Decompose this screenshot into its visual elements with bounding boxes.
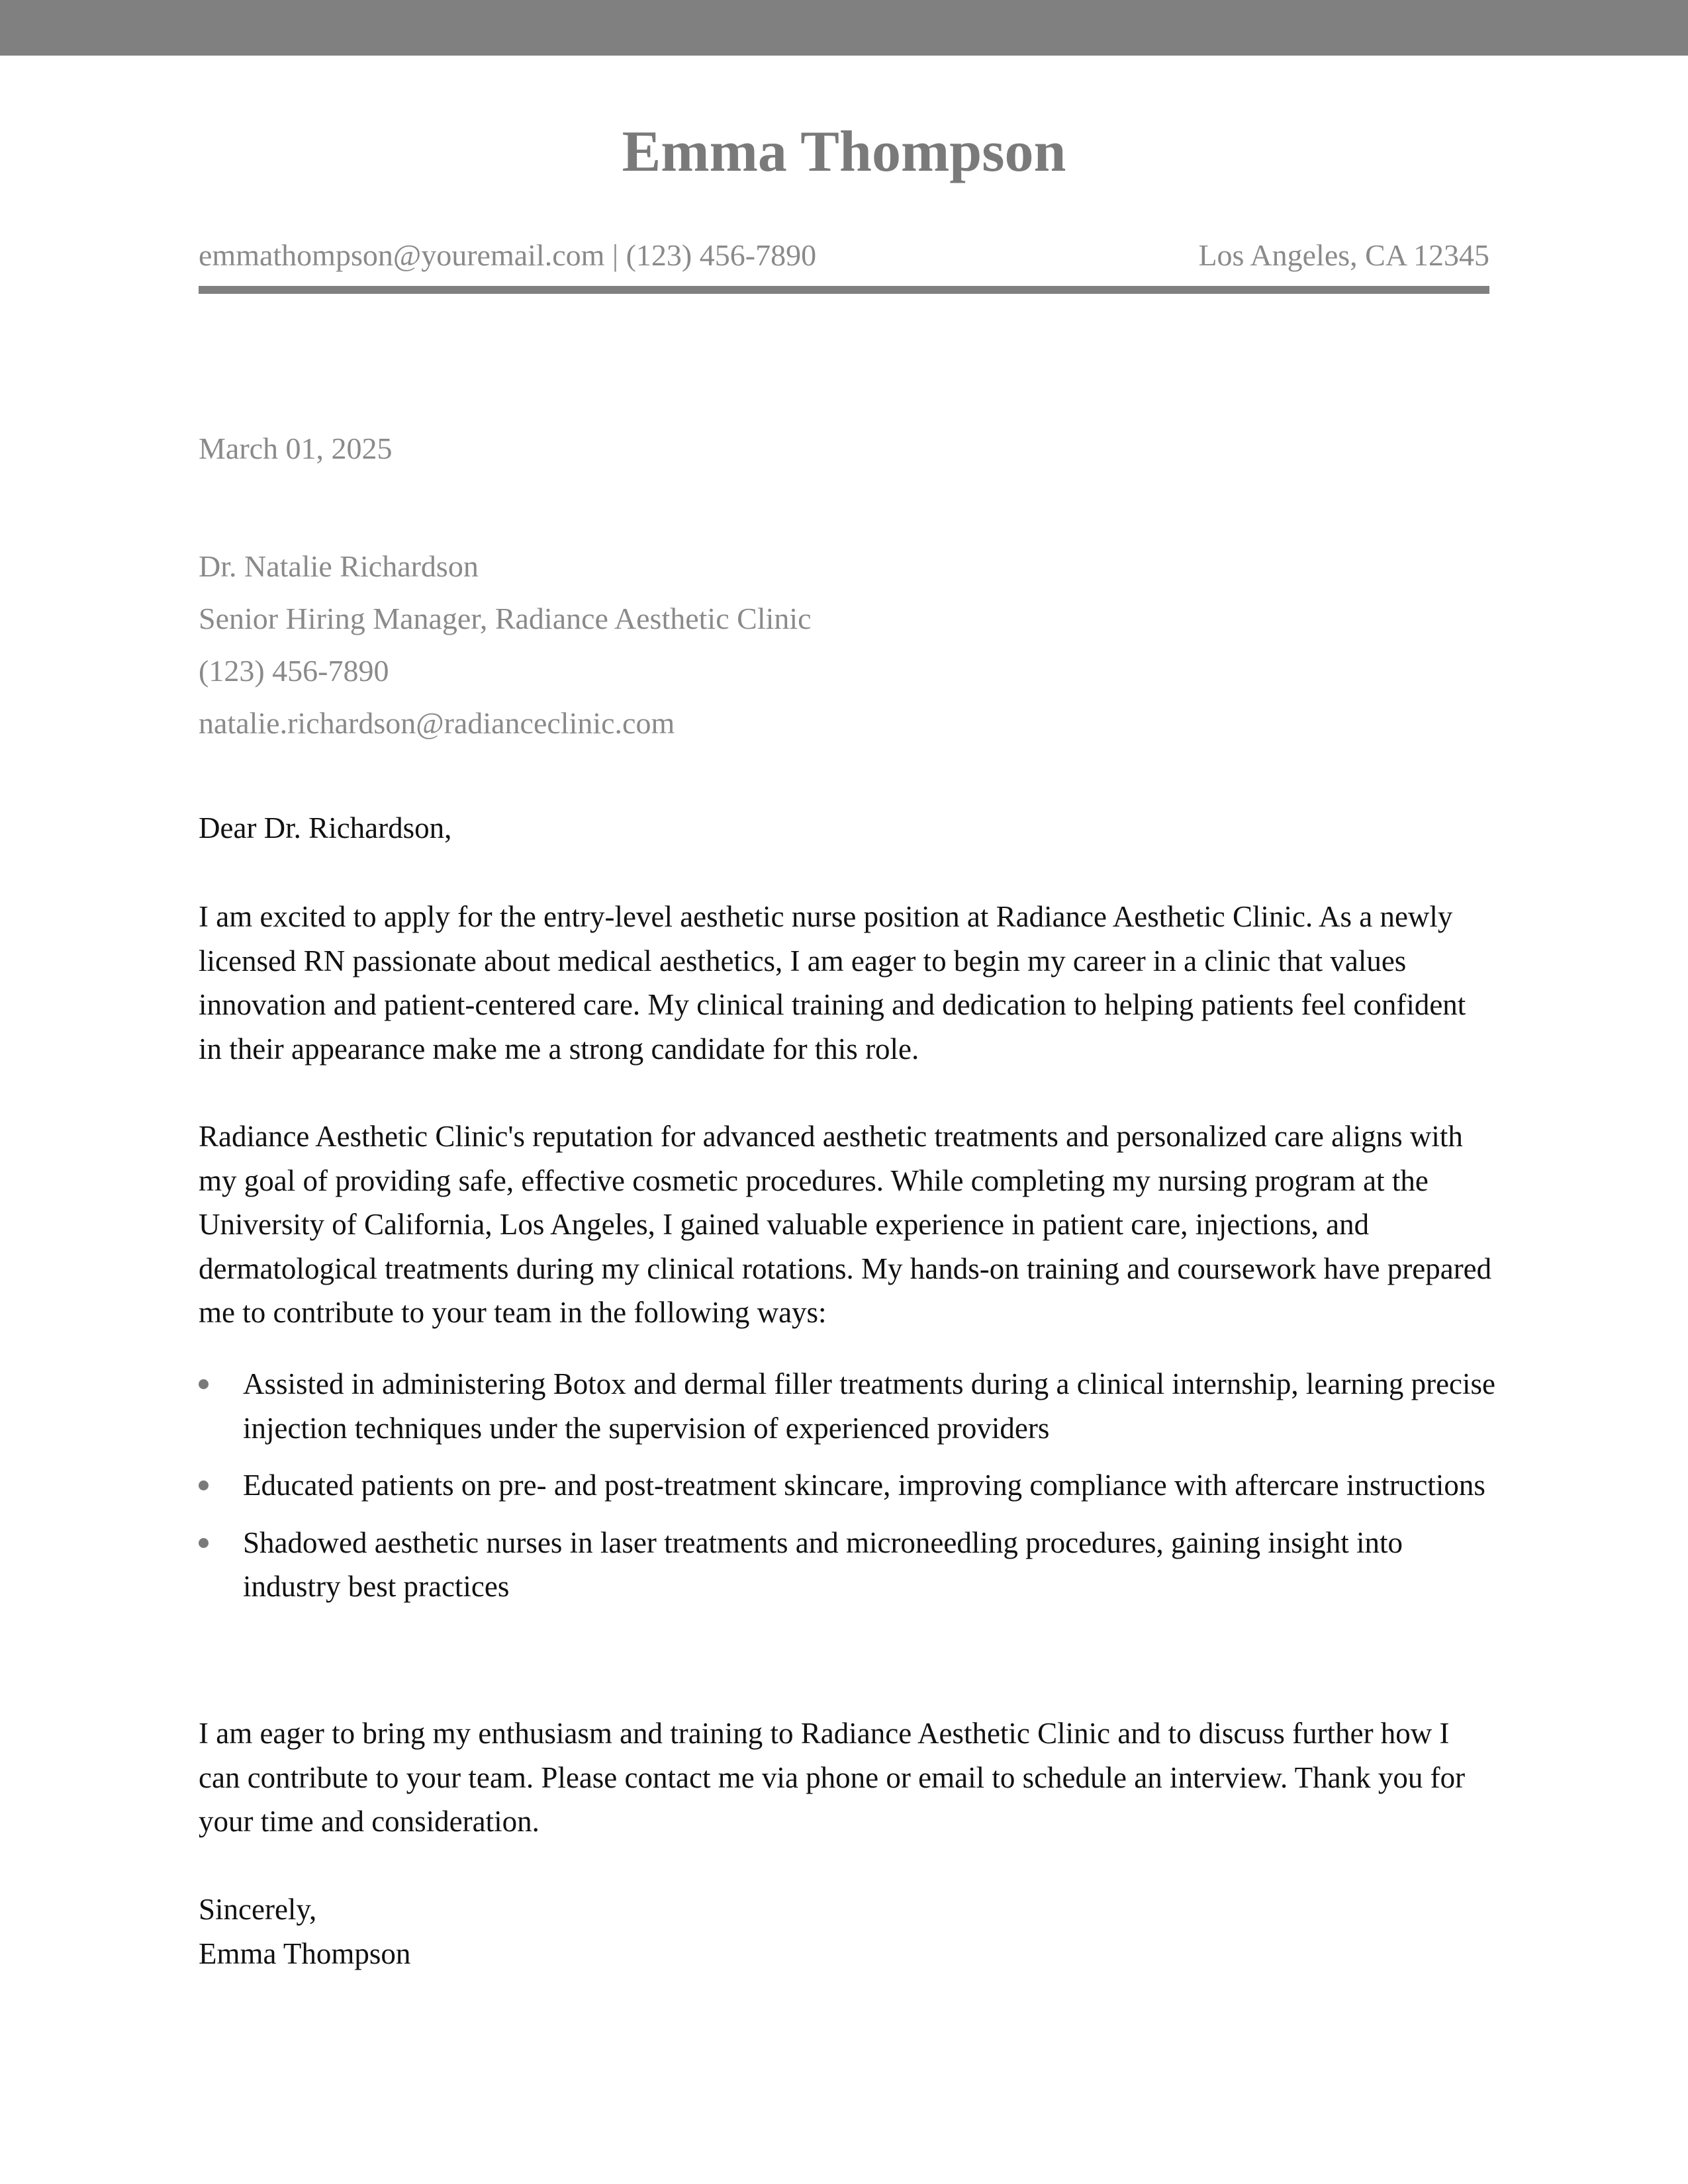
list-item-text: Shadowed aesthetic nurses in laser treatments and microneedling procedures, gaining insight into industry best practices bbox=[243, 1525, 1403, 1603]
salutation: Dear Dr. Richardson, bbox=[199, 811, 452, 844]
bullet-icon bbox=[199, 1538, 209, 1548]
signoff-block bbox=[199, 1888, 1496, 1976]
list-item-text: Assisted in administering Botox and dermal filler treatments during a clinical internship, learning precise injection techniques under the supervision of experienced providers bbox=[243, 1367, 1495, 1445]
bullet-icon bbox=[199, 1379, 209, 1389]
recipient-name: Dr. Natalie Richardson bbox=[199, 549, 479, 583]
recipient-title: Senior Hiring Manager, Radiance Aesthetic Clinic bbox=[199, 602, 812, 635]
signature-name: Emma Thompson bbox=[199, 1936, 411, 1970]
list-item bbox=[199, 1521, 1496, 1609]
list-item-text: Educated patients on pre- and post-treatment skincare, improving compliance with aftercare instructions bbox=[243, 1469, 1485, 1502]
bullet-icon bbox=[199, 1480, 209, 1490]
contact-row bbox=[199, 236, 1489, 275]
header-accent-bar bbox=[0, 0, 1688, 56]
recipient-email: natalie.richardson@radianceclinic.com bbox=[199, 706, 675, 740]
contact-email-phone: emmathompson@youremail.com | (123) 456-7890 bbox=[199, 238, 817, 272]
closing-phrase: Sincerely, bbox=[199, 1893, 317, 1926]
recipient-block bbox=[199, 540, 812, 749]
header-divider bbox=[199, 286, 1489, 294]
recipient-phone: (123) 456-7890 bbox=[199, 654, 389, 688]
paragraph-experience: Radiance Aesthetic Clinic's reputation for advanced aesthetic treatments and personalized care aligns with my goal of providing safe, effective cosmetic procedures. While completing my nursing program at the University of California, Los Angeles, I gained valuable experience in patient care, injections, and dermatological treatments during my clinical rotations. My hands-on training and coursework have prepared me to contribute to your team in the following ways: bbox=[199, 1120, 1492, 1329]
contact-location: Los Angeles, CA 12345 bbox=[1198, 238, 1489, 272]
paragraph-intro: I am excited to apply for the entry-level aesthetic nurse position at Radiance Aesthetic Clinic. As a newly licensed RN passionate about medical aesthetics, I am eager to begin my career in a clinic that values innovation and patient-centered care. My clinical training and dedication to helping patients feel confident in their appearance make me a strong candidate for this role. bbox=[199, 900, 1466, 1066]
paragraph-closing: I am eager to bring my enthusiasm and training to Radiance Aesthetic Clinic and to discuss further how I can contribute to your team. Please contact me via phone or email to schedule an interview. Thank you for your time and consideration. bbox=[199, 1717, 1466, 1838]
applicant-name: Emma Thompson bbox=[622, 120, 1066, 184]
list-item bbox=[199, 1362, 1496, 1450]
letter-date: March 01, 2025 bbox=[199, 432, 393, 465]
achievement-list bbox=[199, 1362, 1496, 1622]
list-item bbox=[199, 1463, 1496, 1508]
